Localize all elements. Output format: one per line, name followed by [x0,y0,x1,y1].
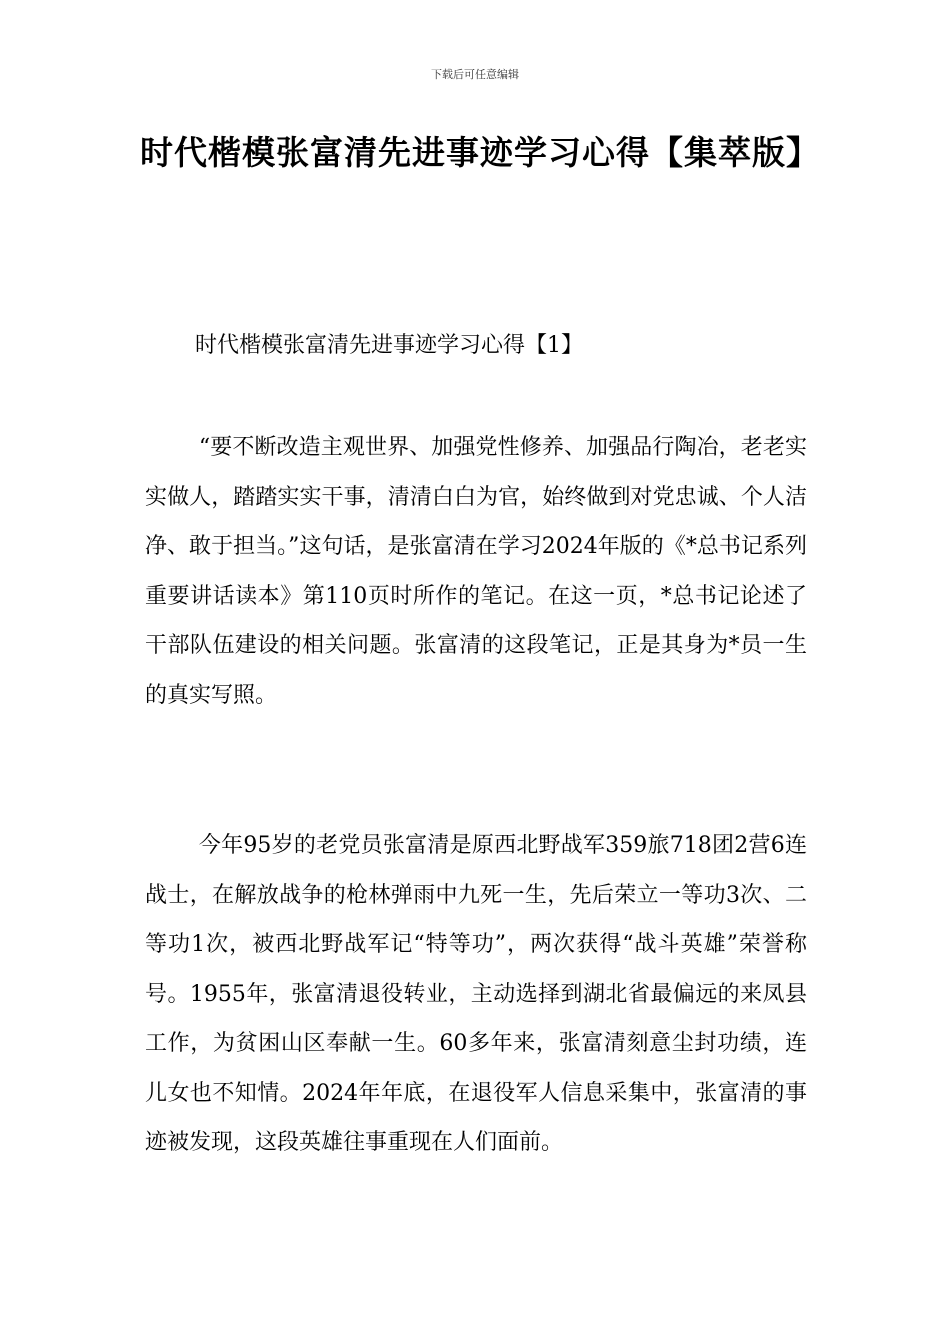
section-heading: 时代楷模张富清先进事迹学习心得【1】 [195,333,583,358]
body-paragraph-2: 今年95岁的老党员张富清是原西北野战军359旅718团2营6连战士，在解放战争的枪林弹雨中九死一生，先后荣立一等功3次、二等功1次，被西北野战军记“特等功”，两次获得“战斗英雄”荣誉称号。1955年，张富清退役转业，主动选择到湖北省最偏远的来凤县工作，为贫困山区奉献一生。60多年来，张富清刻意尘封功绩，连儿女也不知情。2024年年底，在退役军人信息采集中，张富清的事迹被发现，这段英雄往事重现在人们面前。 [145,833,807,1155]
header-note: 下载后可任意编辑 [431,68,519,81]
document-title: 时代楷模张富清先进事迹学习心得【集萃版】 [140,133,820,172]
body-paragraph-1: “要不断改造主观世界、加强党性修养、加强品行陶冶，老老实实做人，踏踏实实干事，清清白白为官，始终做到对党忠诚、个人洁净、敢于担当。”这句话，是张富清在学习2024年版的《*总书记系列重要讲话读本》第110页时所作的笔记。在这一页，*总书记论述了干部队伍建设的相关问题。张富清的这段笔记，正是其身为*员一生的真实写照。 [145,435,807,708]
